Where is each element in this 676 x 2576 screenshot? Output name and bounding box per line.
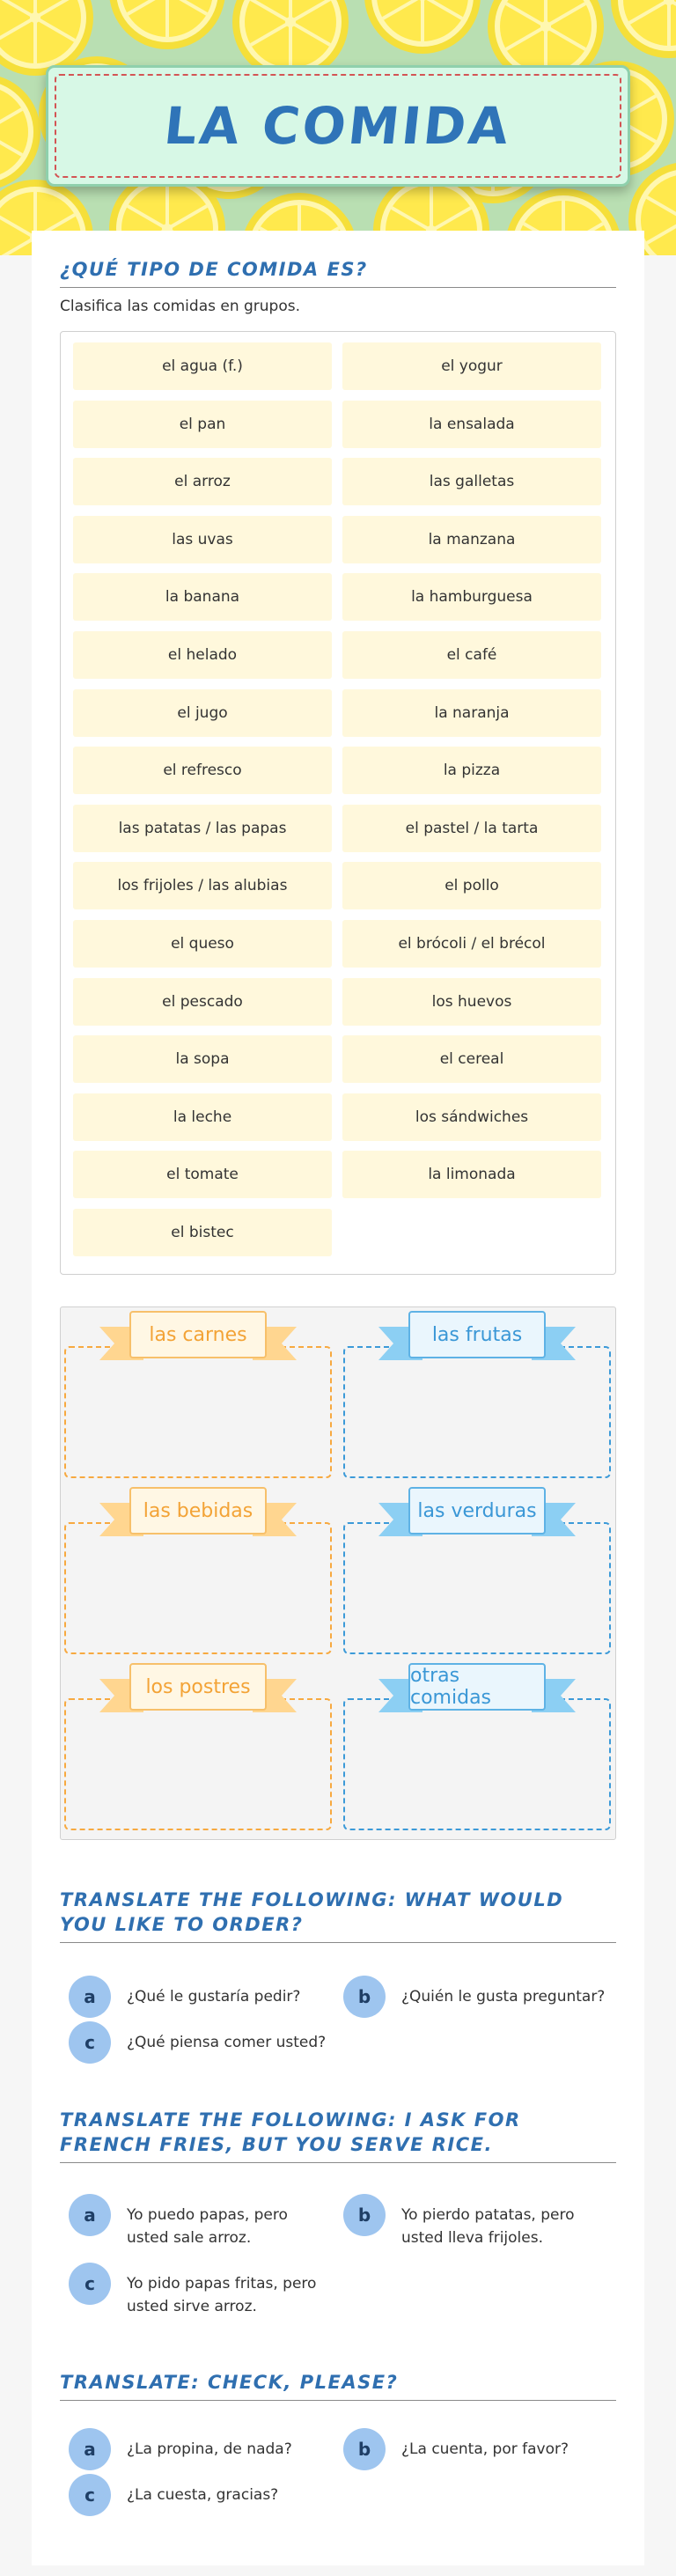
food-chip[interactable]: la hamburguesa [342,573,601,621]
food-chip[interactable]: el arroz [73,458,332,505]
food-chip[interactable]: las uvas [73,516,332,563]
option-text: Yo puedo papas, pero usted sale arroz. [127,2206,288,2247]
question-3-option-c[interactable] [69,2474,333,2516]
instructions: Clasifica las comidas en grupos. [60,298,301,315]
food-chip[interactable]: el café [342,631,601,679]
food-chip[interactable]: los huevos [342,978,601,1026]
option-badge: b [343,2428,386,2470]
category-label: otras comidas [408,1663,546,1711]
food-chip[interactable]: el jugo [73,689,332,737]
option-text: ¿Qué le gustaría pedir? [127,1988,301,2006]
header-banner [0,0,676,255]
food-chip[interactable]: el refresco [73,747,332,794]
title-card [46,65,630,187]
food-chip[interactable]: el yogur [342,342,601,390]
page-title: LA COMIDA [161,96,515,156]
category-ribbon [378,1311,576,1367]
question-2-option-b[interactable] [343,2194,607,2249]
food-chip[interactable]: la pizza [342,747,601,794]
sort-area [60,1306,616,1840]
option-text: ¿La cuesta, gracias? [127,2486,279,2504]
food-chip[interactable]: el bistec [73,1209,332,1256]
option-badge: c [69,2474,111,2516]
food-chip[interactable]: la leche [73,1093,332,1141]
option-badge: b [343,2194,386,2236]
question-3-option-b[interactable] [343,2428,607,2470]
question-1-heading: TRANSLATE THE FOLLOWING: WHAT WOULD YOU LIKE TO ORDER? [60,1888,616,1943]
category-ribbon [99,1663,297,1719]
food-chip[interactable]: el pollo [342,862,601,909]
food-chip[interactable]: el cereal [342,1035,601,1083]
category-ribbon [378,1487,576,1543]
food-chip[interactable]: el tomate [73,1151,332,1198]
food-chip[interactable]: el pescado [73,978,332,1026]
food-chip[interactable]: el brócoli / el brécol [342,920,601,968]
option-badge: a [69,2194,111,2236]
category-label: los postres [129,1663,267,1711]
option-badge: b [343,1976,386,2018]
food-chip[interactable]: los frijoles / las alubias [73,862,332,909]
worksheet [32,231,644,2565]
category-label: las bebidas [129,1487,267,1535]
food-chip[interactable]: el agua (f.) [73,342,332,390]
category-ribbon [378,1663,576,1719]
section-heading-sort: ¿QUÉ TIPO DE COMIDA ES? [60,257,616,288]
option-text: Yo pido papas fritas, pero usted sirve arroz. [127,2275,317,2315]
food-chip[interactable]: el pastel / la tarta [342,805,601,852]
question-3-heading: TRANSLATE: CHECK, PLEASE? [60,2370,616,2401]
title-card-inner [55,74,621,178]
category-label: las frutas [408,1311,546,1358]
food-chip[interactable]: la banana [73,573,332,621]
category-ribbon [99,1487,297,1543]
food-chip[interactable]: el helado [73,631,332,679]
option-badge: c [69,2021,111,2064]
option-text: ¿La cuenta, por favor? [401,2440,569,2458]
question-2-heading: TRANSLATE THE FOLLOWING: I ASK FOR FRENCH FRIES, BUT YOU SERVE RICE. [60,2108,616,2163]
question-1-option-b[interactable] [343,1976,607,2018]
option-badge: a [69,2428,111,2470]
food-chip[interactable]: la manzana [342,516,601,563]
food-chip[interactable]: los sándwiches [342,1093,601,1141]
food-chip[interactable]: las galletas [342,458,601,505]
option-text: Yo pierdo patatas, pero usted lleva frijoles. [401,2206,575,2247]
food-chip[interactable]: la sopa [73,1035,332,1083]
food-chip[interactable]: la limonada [342,1151,601,1198]
food-chip[interactable]: la ensalada [342,401,601,448]
question-3-option-a[interactable] [69,2428,333,2470]
food-chip[interactable]: las patatas / las papas [73,805,332,852]
category-label: las verduras [408,1487,546,1535]
option-text: ¿La propina, de nada? [127,2440,292,2458]
option-text: ¿Qué piensa comer usted? [127,2034,327,2051]
option-text: ¿Quién le gusta preguntar? [401,1988,606,2006]
option-badge: c [69,2263,111,2305]
food-chip[interactable]: la naranja [342,689,601,737]
category-label: las carnes [129,1311,267,1358]
question-2-option-a[interactable] [69,2194,333,2249]
option-badge: a [69,1976,111,2018]
question-2-option-c[interactable] [69,2263,333,2318]
question-1-option-c[interactable] [69,2021,333,2064]
food-chip[interactable]: el pan [73,401,332,448]
category-ribbon [99,1311,297,1367]
food-chip[interactable]: el queso [73,920,332,968]
question-1-option-a[interactable] [69,1976,315,2018]
word-bank [60,331,616,1275]
